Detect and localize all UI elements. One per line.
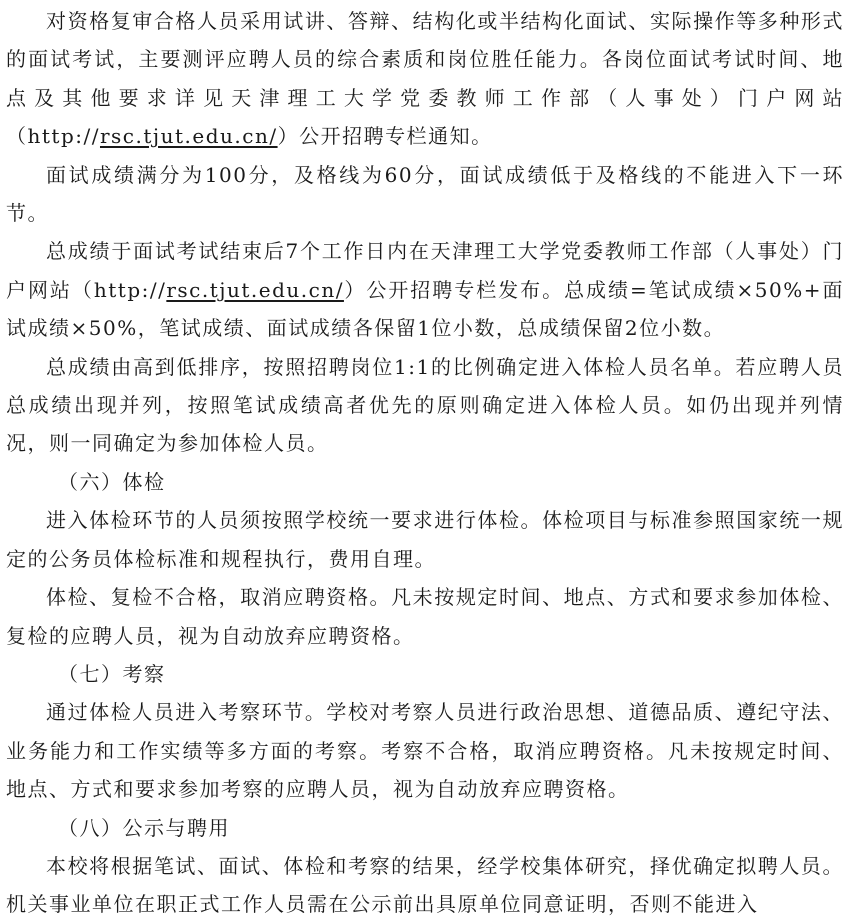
- body-paragraph: [6, 232, 844, 347]
- paragraph-text: 本校将根据笔试、面试、体检和考察的结果，经学校集体研究，择优确定拟聘人员。机关事业单位在职正式工作人员需在公示前出具原单位同意证明，否则不能进入: [6, 853, 844, 917]
- section-heading: [6, 463, 844, 501]
- url-link[interactable]: rsc.tjut.edu.cn/: [99, 124, 278, 149]
- section-heading: [6, 809, 844, 847]
- paragraph-text: 进入体检环节的人员须按照学校统一要求进行体检。体检项目与标准参照国家统一规定的公务员体检标准和规程执行，费用自理。: [6, 508, 844, 571]
- body-paragraph: [6, 2, 844, 156]
- paragraph-text: （八）公示与聘用: [58, 815, 230, 840]
- paragraph-text: 面试成绩满分为100分，及格线为60分，面试成绩低于及格线的不能进入下一环节。: [6, 162, 844, 226]
- paragraph-text: 对资格复审合格人员采用试讲、答辩、结构化或半结构化面试、实际操作等多种形式的面试考试，主要测评应聘人员的综合素质和岗位胜任能力。各岗位面试考试时间、地点及其他要求详见天津理工大学党委教师工作部（人事处）门户网站（http://: [6, 9, 844, 149]
- paragraph-text: 总成绩于面试考试结束后7个工作日内在天津理工大学党委教师工作部（人事处）门户网站（http://: [6, 239, 844, 302]
- body-paragraph: [6, 348, 844, 463]
- paragraph-text: ）公开招聘专栏发布。总成绩=笔试成绩×50%+面试成绩×50%，笔试成绩、面试成绩各保留1位小数，总成绩保留2位小数。: [6, 277, 844, 341]
- paragraph-text: 总成绩由高到低排序，按照招聘岗位1:1的比例确定进入体检人员名单。若应聘人员总成绩出现并列，按照笔试成绩高者优先的原则确定进入体检人员。如仍出现并列情况，则一同确定为参加体检人员。: [6, 354, 844, 456]
- body-paragraph: [6, 693, 844, 808]
- paragraph-text: （六）体检: [58, 469, 166, 494]
- url-link[interactable]: rsc.tjut.edu.cn/: [166, 277, 344, 302]
- paragraph-text: 通过体检人员进入考察环节。学校对考察人员进行政治思想、道德品质、遵纪守法、业务能力和工作实绩等多方面的考察。考察不合格，取消应聘资格。凡未按规定时间、地点、方式和要求参加考察的应聘人员，视为自动放弃应聘资格。: [6, 700, 844, 802]
- body-paragraph: [6, 501, 844, 578]
- paragraph-text: 体检、复检不合格，取消应聘资格。凡未按规定时间、地点、方式和要求参加体检、复检的应聘人员，视为自动放弃应聘资格。: [6, 585, 844, 648]
- body-paragraph: [6, 847, 844, 924]
- paragraph-text: （七）考察: [58, 661, 166, 686]
- section-heading: [6, 655, 844, 693]
- paragraph-text: ）公开招聘专栏通知。: [277, 124, 493, 149]
- body-paragraph: [6, 578, 844, 655]
- body-paragraph: [6, 156, 844, 233]
